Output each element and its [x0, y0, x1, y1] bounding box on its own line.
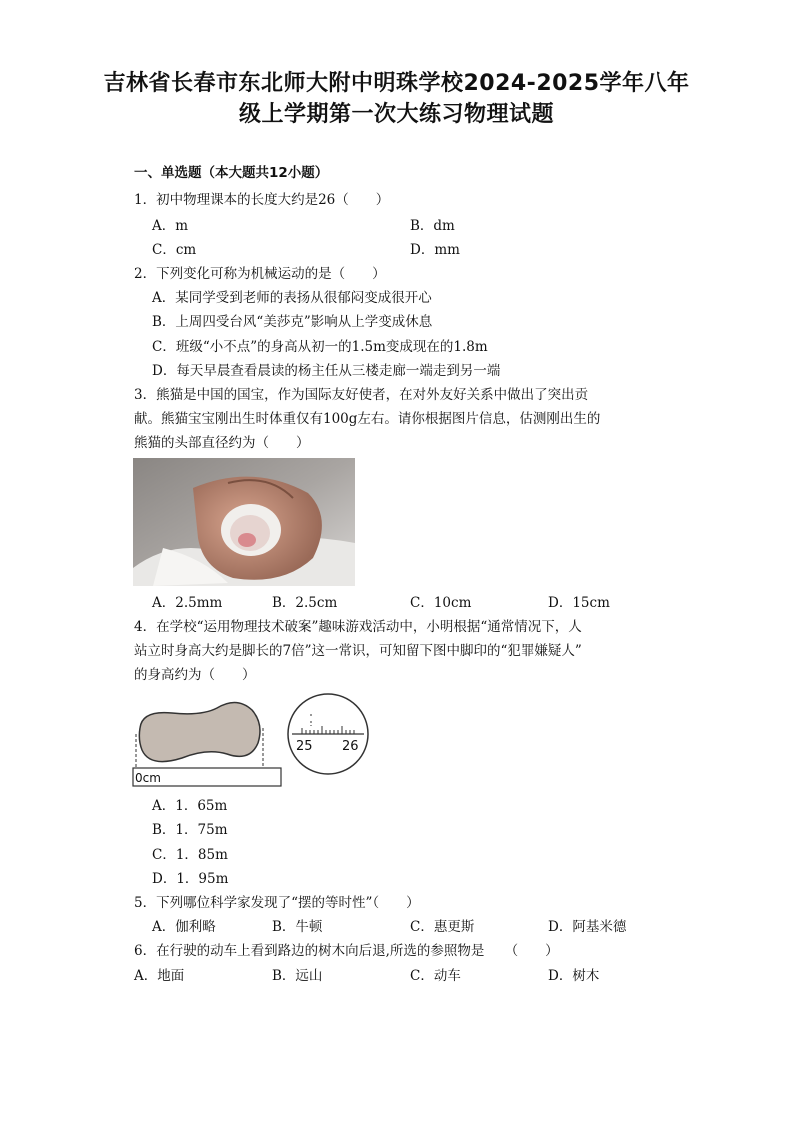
question-5-option-d: D．阿基米德 [548, 919, 627, 935]
panda-photo [133, 458, 355, 586]
question-4-stem-line3: 的身高约为（ ） [134, 667, 256, 683]
question-3-option-a: A．2.5mm [152, 595, 223, 611]
question-4-option-d: D．1．95m [152, 871, 229, 887]
ruler-zero-label: 0cm [135, 771, 161, 785]
question-6-option-c: C．动车 [410, 968, 461, 984]
question-1-option-c: C．cm [152, 242, 197, 258]
question-1-stem: 1．初中物理课本的长度大约是26（ ） [134, 192, 390, 208]
question-1-option-b: B．dm [410, 218, 455, 234]
question-4-option-b: B．1．75m [152, 822, 228, 838]
question-6-option-d: D．树木 [548, 968, 600, 984]
tick-label-26: 26 [342, 739, 359, 754]
question-2-option-d: D．每天早晨查看晨读的杨主任从三楼走廊一端走到另一端 [152, 363, 501, 379]
section-heading: 一、单选题（本大题共12小题） [134, 165, 329, 181]
question-3-option-b: B．2.5cm [272, 595, 338, 611]
question-3-option-c: C．10cm [410, 595, 472, 611]
question-2-option-b: B．上周四受台风“美莎克”影响从上学变成休息 [152, 314, 433, 330]
question-4-stem-line1: 4．在学校“运用物理技术破案”趣味游戏活动中，小明根据“通常情况下，人 [134, 619, 582, 635]
question-2-option-c: C．班级“小不点”的身高从初一的1.5m变成现在的1.8m [152, 339, 488, 355]
footprint-ruler-diagram [132, 688, 372, 792]
question-5-option-b: B．牛顿 [272, 919, 323, 935]
question-3-stem-line1: 3．熊猫是中国的国宝，作为国际友好使者，在对外友好关系中做出了突出贡 [134, 387, 589, 403]
question-4-stem-line2: 站立时身高大约是脚长的7倍”这一常识，可知留下图中脚印的“犯罪嫌疑人” [134, 643, 582, 659]
question-2-stem: 2．下列变化可称为机械运动的是（ ） [134, 266, 386, 282]
question-6-option-b: B．远山 [272, 968, 323, 984]
question-5-option-c: C．惠更斯 [410, 919, 475, 935]
question-5-stem: 5．下列哪位科学家发现了“摆的等时性”（ ） [134, 895, 420, 911]
question-2-option-a: A．某同学受到老师的表扬从很郁闷变成很开心 [152, 290, 432, 306]
question-4-option-a: A．1．65m [152, 798, 228, 814]
page-title-line2: 级上学期第一次大练习物理试题 [238, 102, 554, 127]
page-title-line1: 吉林省长春市东北师大附中明珠学校2024-2025学年八年 [103, 71, 690, 96]
question-3-option-d: D．15cm [548, 595, 610, 611]
question-6-stem: 6．在行驶的动车上看到路边的树木向后退,所选的参照物是 （ ） [134, 943, 559, 959]
question-3-stem-line2: 献。熊猫宝宝刚出生时体重仅有100g左右。请你根据图片信息，估测刚出生的 [134, 411, 601, 427]
question-1-option-a: A．m [152, 218, 189, 234]
footprint-shape [139, 702, 260, 761]
question-1-option-d: D．mm [410, 242, 460, 258]
question-5-option-a: A．伽利略 [152, 919, 216, 935]
tick-label-25: 25 [296, 739, 313, 754]
question-6-option-a: A．地面 [134, 968, 185, 984]
question-4-option-c: C．1．85m [152, 847, 228, 863]
question-3-stem-line3: 熊猫的头部直径约为（ ） [134, 435, 310, 451]
